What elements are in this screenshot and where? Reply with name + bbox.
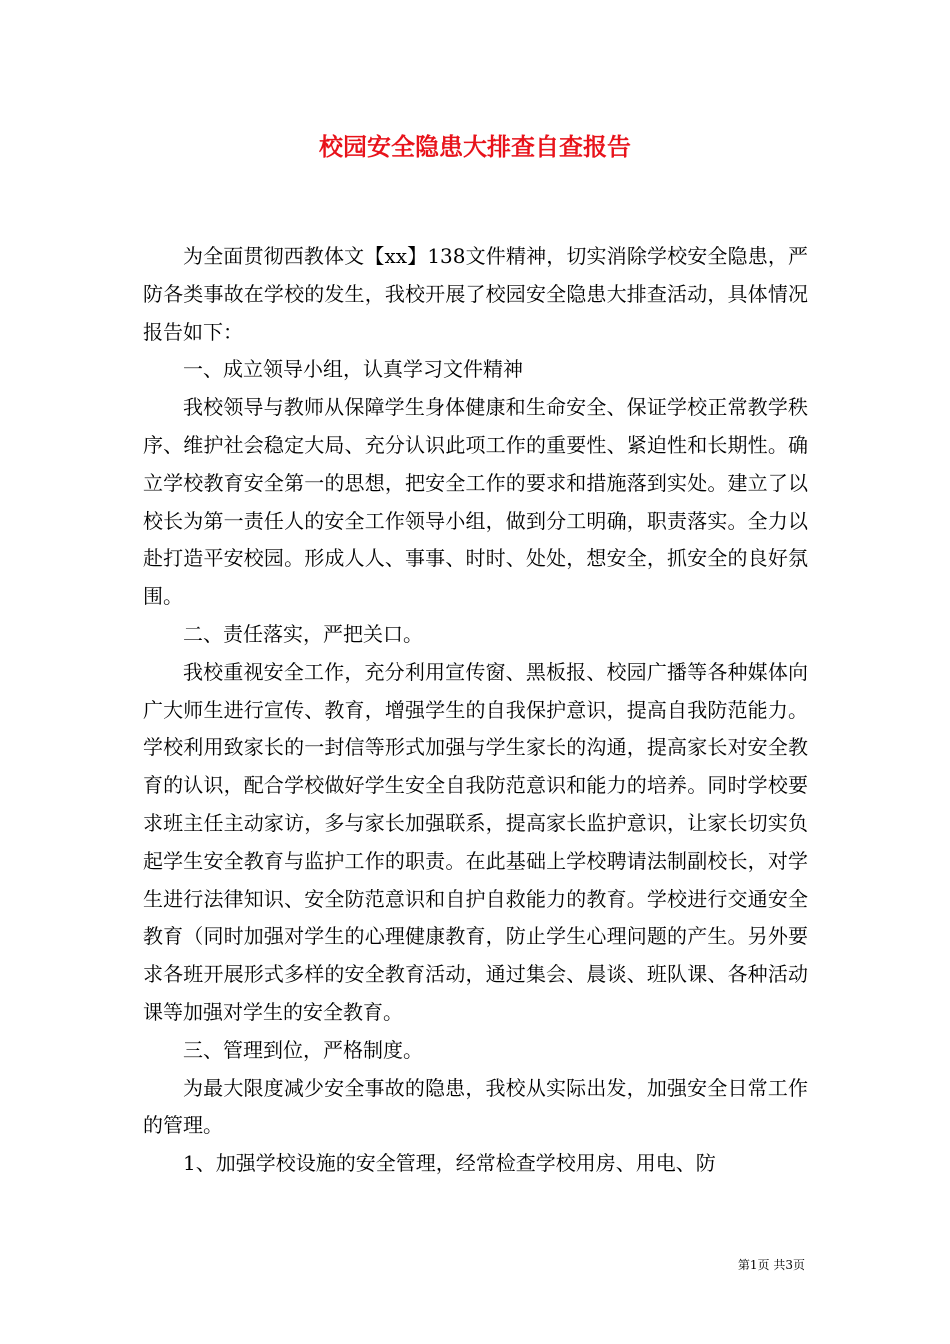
paragraph-intro: 为全面贯彻西教体文【xx】138文件精神，切实消除学校安全隐患，严防各类事故在学校的发生，我校开展了校园安全隐患大排查活动，具体情况报告如下： (143, 244, 808, 344)
document-body (143, 238, 808, 1183)
paragraph-section-1: 我校领导与教师从保障学生身体健康和生命安全、保证学校正常教学秩序、维护社会稳定大局、充分认识此项工作的重要性、紧迫性和长期性。确立学校教育安全第一的思想，把安全工作的要求和措施落到实处。建立了以校长为第一责任人的安全工作领导小组，做到分工明确，职责落实。全力以赴打造平安校园。形成人人、事事、时时、处处，想安全，抓安全的良好氛围。 (143, 395, 808, 609)
section-heading-2: 二、责任落实，严把关口。 (183, 621, 423, 646)
paragraph-section-2: 我校重视安全工作，充分利用宣传窗、黑板报、校园广播等各种媒体向广大师生进行宣传、教育，增强学生的自我保护意识，提高自我防范能力。学校利用致家长的一封信等形式加强与学生家长的沟通，提高家长对安全教育的认识，配合学校做好学生安全自我防范意识和能力的培养。同时学校要求班主任主动家访，多与家长加强联系，提高家长监护意识，让家长切实负起学生安全教育与监护工作的职责。在此基础上学校聘请法制副校长，对学生进行法律知识、安全防范意识和自护自救能力的教育。学校进行交通安全教育（同时加强对学生的心理健康教育，防止学生心理问题的产生。另外要求各班开展形式多样的安全教育活动，通过集会、晨谈、班队课、各种活动课等加强对学生的安全教育。 (143, 659, 808, 1024)
section-heading-3: 三、管理到位，严格制度。 (183, 1037, 423, 1062)
paragraph-section-3: 为最大限度减少安全事故的隐患，我校从实际出发，加强安全日常工作的管理。 (143, 1075, 808, 1138)
page-number-footer: 第1页 共3页 (737, 1258, 805, 1272)
document-title: 校园安全隐患大排查自查报告 (319, 132, 631, 161)
paragraph-item-1: 1、加强学校设施的安全管理，经常检查学校用房、用电、防 (183, 1151, 716, 1176)
section-heading-1: 一、成立领导小组，认真学习文件精神 (183, 357, 523, 382)
